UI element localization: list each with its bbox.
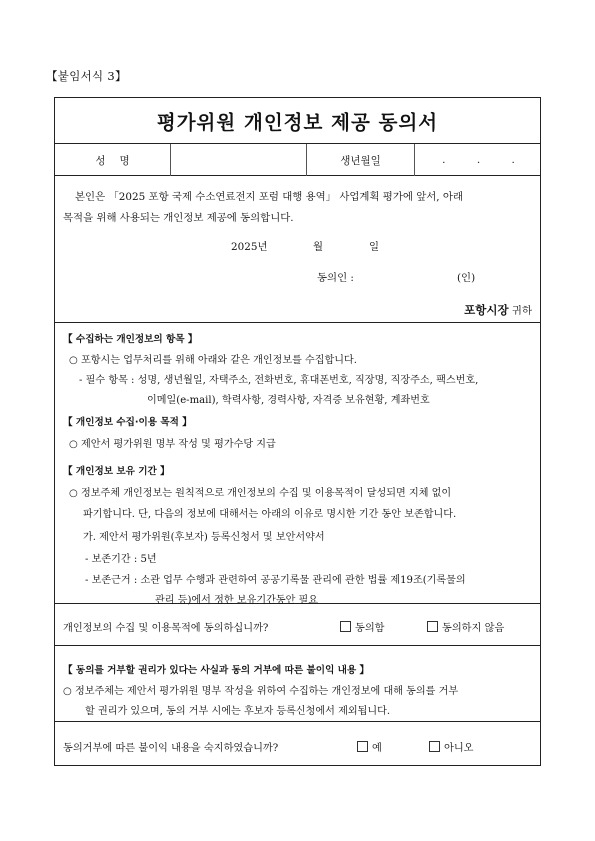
- retention-line2: 파기합니다. 단, 다음의 정보에 대해서는 아래의 이유로 명시한 기간 동안 보존합니다.: [83, 509, 457, 520]
- consent-intro-line1: 본인은 「2025 포항 국제 수소연료전지 포럼 대행 용역」 사업계획 평가에 앞서, 아래: [75, 191, 463, 203]
- retention-line3: 가. 제안서 평가위원(후보자) 등록신청서 및 보안서약서: [83, 532, 325, 543]
- refusal-heading: 【 동의를 거부할 권리가 있다는 사실과 동의 거부에 따른 불이익 내용 】: [63, 665, 370, 676]
- refusal-line1: ○ 정보주체는 제안서 평가위원 명부 작성을 위하여 수집하는 개인정보에 대해 동의를 거부: [63, 686, 459, 697]
- date-month: 월: [313, 241, 324, 253]
- name-field[interactable]: [171, 144, 307, 176]
- consent-form: [54, 97, 541, 766]
- recipient-name: 포항시장: [464, 303, 509, 317]
- refusal-yes-option[interactable]: [357, 739, 382, 754]
- collection-consent-row: [55, 604, 540, 646]
- birth-label: 생년월일: [307, 144, 415, 176]
- refusal-consent-question: 동의거부에 따른 불이익 내용을 숙지하였습니까?: [63, 743, 279, 754]
- recipient-line: [464, 302, 532, 318]
- recipient-suffix: 귀하: [511, 305, 532, 317]
- personal-info-row: [55, 144, 540, 176]
- signer-label: 동의인 :: [317, 272, 354, 284]
- collection-line3: 이메일(e-mail), 학력사항, 경력사항, 자격증 보유현황, 계좌번호: [147, 395, 430, 406]
- consent-intro: [63, 187, 532, 228]
- consent-intro-line2: 목적을 위해 사용되는 개인정보 제공에 동의합니다.: [63, 211, 294, 224]
- collection-disagree-label: 동의하지 않음: [442, 623, 505, 634]
- refusal-consent-row: [55, 722, 540, 767]
- retention-heading: 【 개인정보 보유 기간 】: [63, 466, 170, 477]
- name-label: 성명: [55, 144, 171, 176]
- collection-agree-option[interactable]: [340, 619, 385, 634]
- retention-line4: - 보존기간 : 5년: [85, 554, 157, 565]
- form-title: 평가위원 개인정보 제공 동의서: [55, 98, 540, 144]
- collection-line2: - 필수 항목 : 성명, 생년월일, 자택주소, 전화번호, 휴대폰번호, 직장명, 직장주소, 팩스번호,: [79, 375, 479, 386]
- purpose-heading: 【 개인정보 수집·이용 목적 】: [63, 417, 192, 428]
- refusal-no-option[interactable]: [429, 739, 474, 754]
- retention-line1: ○ 정보주체 개인정보는 원칙적으로 개인정보의 수집 및 이용목적이 달성되면 지체 없이: [69, 488, 452, 499]
- collection-consent-question: 개인정보의 수집 및 이용목적에 동의하십니까?: [63, 623, 269, 634]
- refusal-no-label: 아니오: [444, 743, 474, 754]
- consent-date: [231, 238, 379, 253]
- consent-statement: [55, 176, 540, 323]
- refusal-rights-section: [55, 646, 540, 722]
- collection-line1: ○ 포항시는 업무처리를 위해 아래와 같은 개인정보를 수집합니다.: [69, 355, 357, 366]
- collection-agree-label: 동의함: [355, 623, 385, 634]
- refusal-line2: 할 권리가 있으며, 동의 거부 시에는 후보자 등록신청에서 제외됩니다.: [85, 706, 391, 717]
- collection-disagree-option[interactable]: [427, 619, 504, 634]
- retention-line6: 관리 등)에서 정한 보유기간동안 필요: [155, 595, 319, 606]
- privacy-details: [55, 323, 540, 604]
- attachment-label: 【붙임서식 3】: [46, 69, 127, 83]
- retention-line5: - 보존근거 : 소관 업무 수행과 관련하여 공공기록물 관리에 관한 법률 제19조(기록물의: [85, 575, 466, 586]
- collection-disagree-checkbox[interactable]: [427, 621, 438, 632]
- refusal-no-checkbox[interactable]: [429, 741, 440, 752]
- refusal-yes-checkbox[interactable]: [357, 741, 368, 752]
- date-year: 2025년: [231, 241, 268, 253]
- signer-line: [317, 269, 475, 284]
- collection-agree-checkbox[interactable]: [340, 621, 351, 632]
- date-day: 일: [369, 241, 380, 253]
- refusal-yes-label: 예: [372, 743, 382, 754]
- purpose-line1: ○ 제안서 평가위원 명부 작성 및 평가수당 지급: [69, 439, 276, 450]
- seal-mark: (인): [457, 272, 476, 284]
- birth-field[interactable]: . . .: [442, 154, 529, 166]
- collection-heading: 【 수집하는 개인정보의 항목 】: [63, 334, 198, 345]
